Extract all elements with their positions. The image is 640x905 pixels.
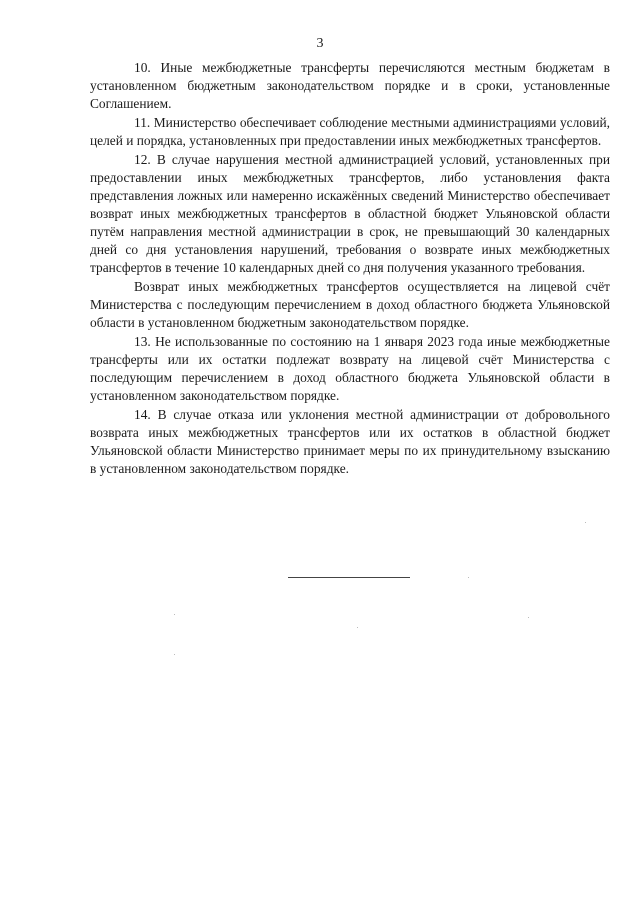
paragraph-13: 13. Не использованные по состоянию на 1 января 2023 года иные межбюджетные трансферты или их остатки подлежат возврату на лицевой счёт Министерства с последующим перечислением в доход областного бюджета Ульяновской области в установленном законодательством порядке. bbox=[90, 334, 610, 403]
scan-speck bbox=[174, 614, 175, 615]
scan-speck bbox=[468, 577, 469, 578]
paragraph-10: 10. Иные межбюджетные трансферты перечисляются местным бюджетам в установленном бюджетным законодательством порядке и в сроки, установленные Соглашением. bbox=[90, 60, 610, 111]
document-body bbox=[90, 59, 610, 479]
scan-speck bbox=[357, 627, 358, 628]
scan-speck bbox=[585, 522, 586, 523]
page-number: 3 bbox=[316, 36, 324, 51]
paragraph-11: 11. Министерство обеспечивает соблюдение местными администрациями условий, целей и порядка, установленных при предоставлении иных межбюджетных трансфертов. bbox=[90, 115, 610, 148]
paragraph-12-return: Возврат иных межбюджетных трансфертов осуществляется на лицевой счёт Министерства с последующим перечислением в доход областного бюджета Ульяновской области в установленном бюджетным законодательством порядке. bbox=[90, 279, 610, 330]
scan-speck bbox=[174, 654, 175, 655]
paragraph-12: 12. В случае нарушения местной администрацией условий, установленных при предоставлении иных межбюджетных трансфертов, либо установления факта представления ложных или намеренно искажённых сведений Министерство обеспечивает возврат иных межбюджетных трансфертов в областной бюджет Ульяновской области путём направления местной администрации в срок, не превышающий 30 календарных дней со дня установления нарушений, требования о возврате иных межбюджетных трансфертов в течение 10 календарных дней со дня получения указанного требования. bbox=[90, 152, 610, 275]
paragraph-14: 14. В случае отказа или уклонения местной администрации от добровольного возврата иных межбюджетных трансфертов или их остатков в областной бюджет Ульяновской области Министерство принимает меры по их принудительному взысканию в установленном законодательством порядке. bbox=[90, 407, 610, 476]
scan-speck bbox=[528, 617, 529, 618]
end-of-document-rule bbox=[288, 577, 410, 578]
